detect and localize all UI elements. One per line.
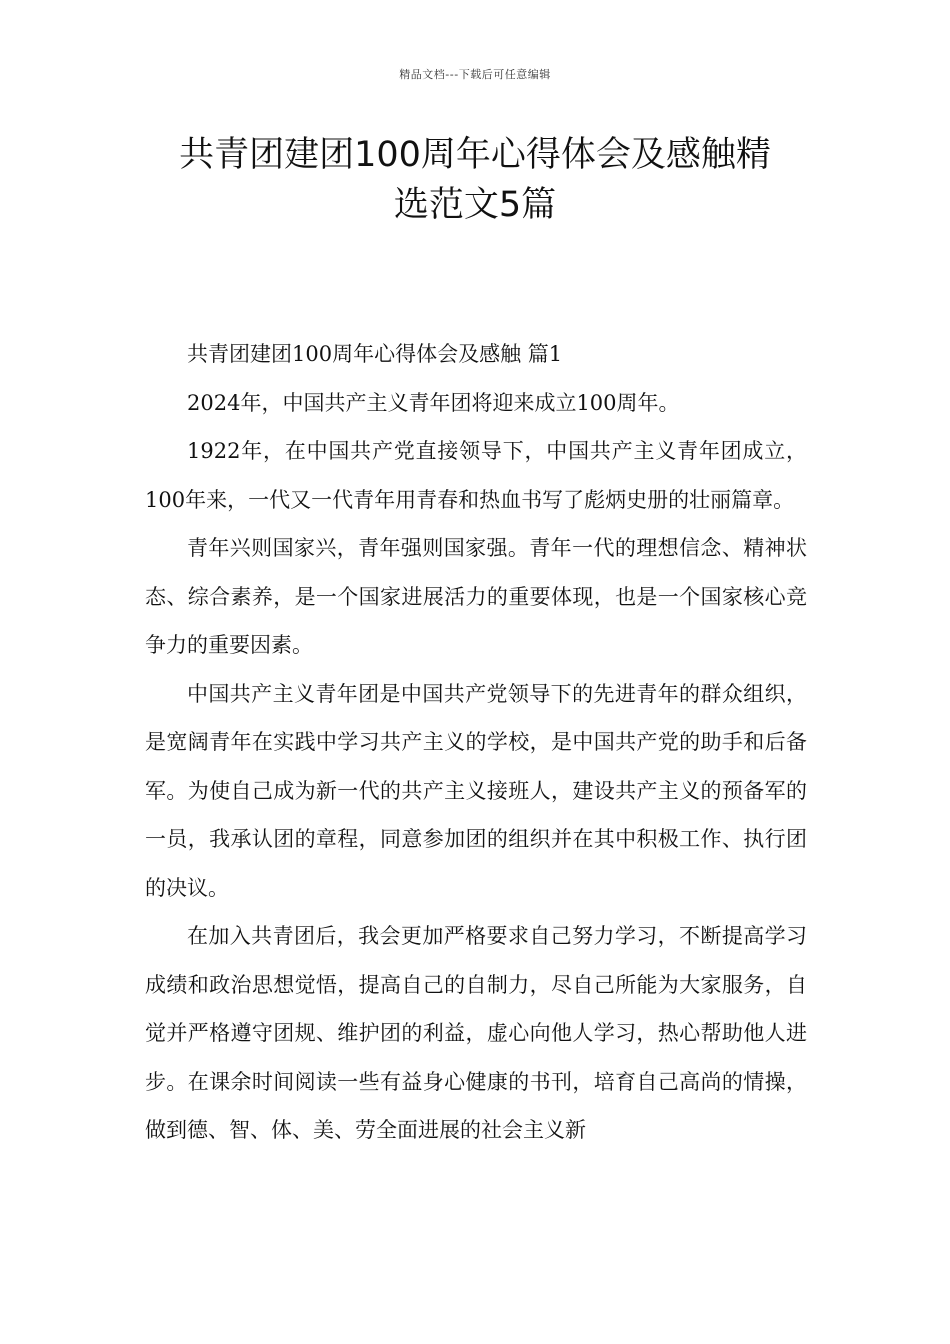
paragraph: 1922年，在中国共产党直接领导下，中国共产主义青年团成立，100年来，一代又一代青年用青春和热血书写了彪炳史册的壮丽篇章。	[145, 439, 807, 512]
page-header: 精品文档---下载后可任意编辑	[399, 68, 551, 81]
document-title	[0, 130, 950, 230]
section-heading: 共青团建团100周年心得体会及感触 篇1	[187, 342, 563, 366]
title-line-1: 共青团建团100周年心得体会及感触精	[179, 135, 771, 175]
paragraph: 在加入共青团后，我会更加严格要求自己努力学习，不断提高学习成绩和政治思想觉悟，提高自己的自制力，尽自己所能为大家服务，自觉并严格遵守团规、维护团的利益，虚心向他人学习，热心帮助他人进步。在课余时间阅读一些有益身心健康的书刊，培育自己高尚的情操，做到德、智、体、美、劳全面进展的社会主义新	[145, 924, 807, 1142]
paragraph: 2024年，中国共产主义青年团将迎来成立100周年。	[187, 390, 680, 415]
paragraph: 青年兴则国家兴，青年强则国家强。青年一代的理想信念、精神状态、综合素养，是一个国家进展活力的重要体现，也是一个国家核心竞争力的重要因素。	[145, 536, 807, 657]
paragraph: 中国共产主义青年团是中国共产党领导下的先进青年的群众组织，是宽阔青年在实践中学习共产主义的学校，是中国共产党的助手和后备军。为使自己成为新一代的共产主义接班人，建设共产主义的预备军的一员，我承认团的章程，同意参加团的组织并在其中积极工作、执行团的决议。	[145, 681, 807, 900]
title-line-2: 选范文5篇	[393, 185, 557, 225]
document-body	[145, 330, 807, 1155]
